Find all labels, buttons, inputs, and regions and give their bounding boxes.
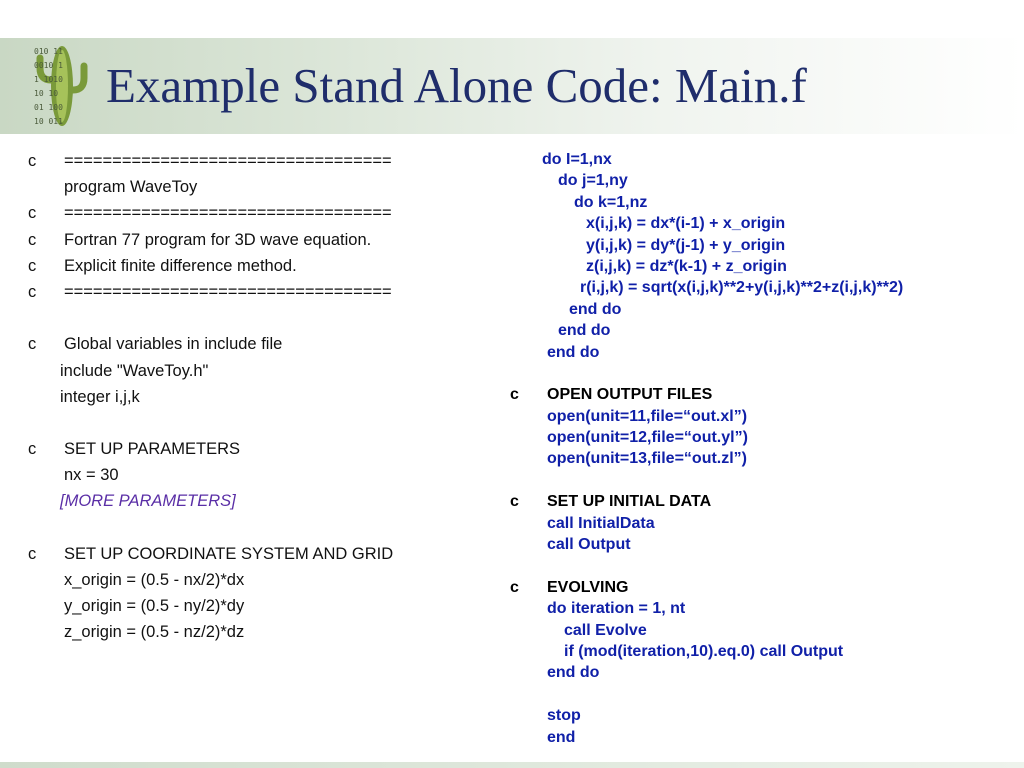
code-line	[28, 541, 498, 567]
svg-text:10 011: 10 011	[34, 117, 63, 126]
code-line	[510, 235, 1010, 256]
code-text: Explicit finite difference method.	[64, 256, 297, 275]
comment-marker: c	[28, 544, 37, 563]
code-text: EVOLVING	[547, 578, 629, 596]
code-line	[510, 384, 1010, 405]
code-line	[510, 491, 1010, 512]
code-text: z_origin = (0.5 - nz/2)*dz	[64, 623, 245, 642]
code-line	[510, 470, 1010, 491]
code-line	[510, 256, 1010, 277]
code-line	[28, 488, 498, 514]
code-line	[510, 320, 1010, 341]
code-line	[510, 705, 1010, 726]
code-text: open(unit=13,file=“out.zl”)	[547, 450, 748, 468]
slide-title: Example Stand Alone Code: Main.f	[106, 58, 807, 113]
code-text: program WaveToy	[64, 178, 198, 197]
code-text: SET UP PARAMETERS	[64, 440, 241, 459]
code-line	[510, 170, 1010, 191]
code-line	[28, 567, 498, 593]
code-line	[510, 577, 1010, 598]
code-line	[28, 384, 498, 410]
code-text: open(unit=11,file=“out.xl”)	[547, 407, 748, 425]
code-text: integer i,j,k	[60, 387, 140, 406]
code-line	[510, 192, 1010, 213]
code-line	[28, 331, 498, 357]
code-line	[510, 598, 1010, 619]
code-line	[510, 513, 1010, 534]
svg-text:010 11: 010 11	[34, 47, 63, 56]
code-text: ==================================	[64, 282, 392, 301]
cactus-logo-icon	[32, 40, 92, 130]
comment-marker: c	[510, 578, 519, 596]
code-line	[28, 515, 498, 541]
code-line	[510, 363, 1010, 384]
code-line	[510, 213, 1010, 234]
code-line	[510, 149, 1010, 170]
comment-marker: c	[28, 440, 37, 459]
code-line	[510, 620, 1010, 641]
code-text: y_origin = (0.5 - ny/2)*dy	[64, 597, 245, 616]
code-line	[510, 427, 1010, 448]
code-text: SET UP INITIAL DATA	[547, 493, 712, 511]
right-code-column	[510, 149, 1010, 748]
code-line	[28, 200, 498, 226]
code-text: do iteration = 1, nt	[547, 600, 686, 618]
code-line	[510, 555, 1010, 576]
code-text: x(i,j,k) = dx*(i-1) + x_origin	[586, 215, 786, 233]
code-line	[28, 358, 498, 384]
code-line	[28, 148, 498, 174]
code-text: end	[547, 728, 576, 746]
code-line	[510, 641, 1010, 662]
comment-marker: c	[510, 493, 519, 511]
code-line	[28, 305, 498, 331]
code-line	[28, 410, 498, 436]
code-text: [MORE PARAMETERS]	[60, 492, 236, 511]
code-text: open(unit=12,file=“out.yl”)	[547, 429, 748, 447]
comment-marker: c	[28, 282, 37, 301]
code-text: r(i,j,k) = sqrt(x(i,j,k)**2+y(i,j,k)**2+z(i,j,k)**2)	[580, 279, 904, 297]
code-text: ==================================	[64, 152, 392, 170]
code-text: do j=1,ny	[558, 172, 628, 190]
code-text: end do	[547, 664, 600, 682]
left-code-column	[28, 148, 498, 646]
code-text: do I=1,nx	[542, 151, 612, 168]
code-text: nx = 30	[64, 466, 119, 485]
code-line	[510, 534, 1010, 555]
code-line	[28, 279, 498, 305]
code-text: call Evolve	[564, 621, 647, 639]
svg-text:1 1010: 1 1010	[34, 75, 63, 84]
comment-marker: c	[28, 204, 37, 223]
comment-marker: c	[510, 386, 519, 404]
code-line	[28, 227, 498, 253]
code-text: end do	[558, 322, 611, 340]
code-line	[510, 299, 1010, 320]
code-line	[510, 342, 1010, 363]
comment-marker: c	[28, 230, 37, 249]
comment-marker: c	[28, 335, 37, 354]
code-line	[28, 174, 498, 200]
code-line	[510, 406, 1010, 427]
comment-marker: c	[28, 256, 37, 275]
code-text: end do	[569, 300, 622, 318]
code-line	[510, 662, 1010, 683]
code-text: call Output	[547, 536, 631, 554]
code-line	[510, 684, 1010, 705]
code-line	[28, 436, 498, 462]
svg-text:10 10: 10 10	[34, 89, 59, 98]
svg-text:0010 1: 0010 1	[34, 61, 63, 70]
code-text: SET UP COORDINATE SYSTEM AND GRID	[64, 544, 394, 563]
code-text: y(i,j,k) = dy*(j-1) + y_origin	[586, 236, 786, 254]
code-text: call InitialData	[547, 514, 655, 532]
code-line	[510, 448, 1010, 469]
code-text: ==================================	[64, 204, 392, 223]
code-text: z(i,j,k) = dz*(k-1) + z_origin	[586, 257, 787, 275]
code-line	[28, 253, 498, 279]
code-text: include "WaveToy.h"	[60, 361, 209, 380]
code-text: Global variables in include file	[64, 335, 283, 354]
code-text: end do	[547, 343, 600, 361]
code-text: do k=1,nz	[574, 193, 648, 211]
code-line	[28, 619, 498, 645]
code-text: x_origin = (0.5 - nx/2)*dx	[64, 571, 245, 589]
code-line	[510, 277, 1010, 298]
comment-marker: c	[28, 152, 37, 170]
bottom-rule	[0, 762, 1024, 768]
code-text: Fortran 77 program for 3D wave equation.	[64, 230, 372, 249]
code-line	[28, 462, 498, 488]
svg-text:01 100: 01 100	[34, 103, 63, 112]
code-text: if (mod(iteration,10).eq.0) call Output	[564, 642, 844, 660]
code-line	[510, 727, 1010, 748]
code-text: OPEN OUTPUT FILES	[547, 386, 713, 404]
code-line	[28, 593, 498, 619]
code-text: stop	[547, 707, 581, 725]
